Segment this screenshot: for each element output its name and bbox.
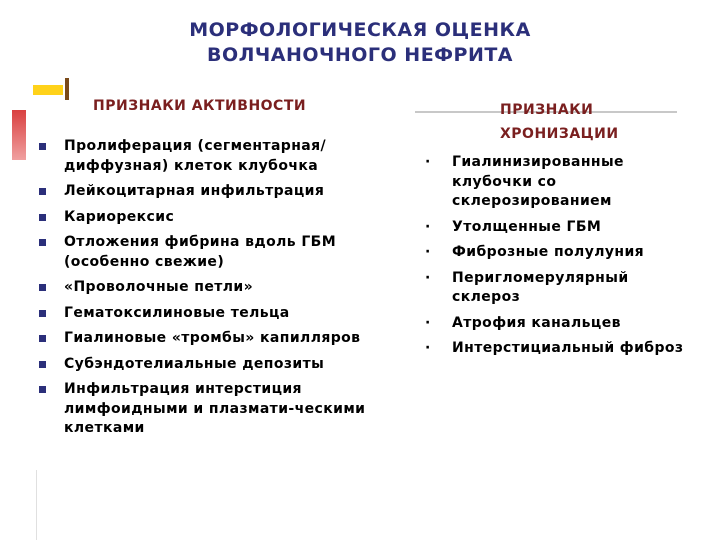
- list-item: [36, 182, 408, 202]
- dot-bullet-icon: ·: [425, 218, 431, 235]
- list-item-text: Лейкоцитарная инфильтрация: [64, 183, 325, 199]
- square-bullet-icon: [39, 335, 46, 342]
- decor-red-bar: [12, 110, 26, 160]
- list-item: [420, 269, 690, 308]
- dot-bullet-icon: ·: [425, 340, 431, 356]
- list-item-text: Атрофия канальцев: [452, 314, 621, 331]
- square-bullet-icon: [39, 143, 46, 150]
- list-item-text: Гематоксилиновые тельца: [64, 304, 290, 321]
- list-item-text: Инфильтрация интерстиция лимфоидными и плазмати-ческими клетками: [64, 381, 366, 436]
- decor-thin-line: [36, 470, 37, 540]
- square-bullet-icon: [39, 361, 46, 368]
- list-item: [36, 380, 408, 439]
- list-item: [420, 243, 690, 263]
- list-item: [36, 137, 408, 176]
- square-bullet-icon: [39, 214, 46, 221]
- square-bullet-icon: [39, 239, 46, 246]
- chronicity-heading: ПРИЗНАКИ ХРОНИЗАЦИИ: [500, 102, 619, 142]
- title-line-2: ВОЛЧАНОЧНОГО НЕФРИТА: [206, 44, 514, 66]
- list-item: [36, 304, 408, 324]
- list-item-text: Кариорексис: [64, 208, 175, 225]
- decor-vertical-line: [65, 78, 69, 100]
- title-line-1: МОРФОЛОГИЧЕСКАЯ ОЦЕНКА: [189, 19, 531, 41]
- list-item-text: Гиалиновые «тромбы» капилляров: [64, 330, 361, 346]
- list-item: [36, 208, 408, 228]
- list-item-text: «Проволочные петли»: [64, 279, 254, 295]
- chronicity-list: [420, 153, 690, 365]
- list-item: [420, 314, 690, 334]
- decor-yellow-bar: [33, 85, 63, 95]
- square-bullet-icon: [39, 386, 46, 393]
- list-item-text: Субэндотелиальные депозиты: [64, 355, 325, 372]
- list-item-text: Фиброзные полулуния: [452, 244, 645, 260]
- activity-heading: ПРИЗНАКИ АКТИВНОСТИ: [93, 98, 307, 114]
- dot-bullet-icon: ·: [425, 154, 431, 170]
- list-item: [36, 278, 408, 298]
- square-bullet-icon: [39, 284, 46, 291]
- activity-list: [36, 137, 408, 445]
- list-item-text: Гиалинизированные клубочки со склерозированием: [452, 154, 624, 209]
- list-item: [420, 218, 690, 238]
- list-item-text: Отложения фибрина вдоль ГБМ (особенно свежие): [64, 234, 337, 270]
- list-item: [36, 329, 408, 349]
- list-item: [420, 153, 690, 212]
- list-item: [36, 355, 408, 375]
- list-item: [36, 233, 408, 272]
- list-item-text: Перигломерулярный склероз: [452, 269, 629, 305]
- square-bullet-icon: [39, 310, 46, 317]
- list-item: [420, 339, 690, 359]
- slide-title: [0, 18, 720, 68]
- list-item-text: Интерстициальный фиброз: [452, 340, 684, 356]
- dot-bullet-icon: ·: [425, 269, 431, 286]
- dot-bullet-icon: ·: [425, 314, 431, 331]
- list-item-text: Пролиферация (сегментарная/диффузная) клеток клубочка: [64, 138, 327, 174]
- square-bullet-icon: [39, 188, 46, 195]
- dot-bullet-icon: ·: [425, 244, 431, 260]
- list-item-text: Утолщенные ГБМ: [452, 218, 602, 235]
